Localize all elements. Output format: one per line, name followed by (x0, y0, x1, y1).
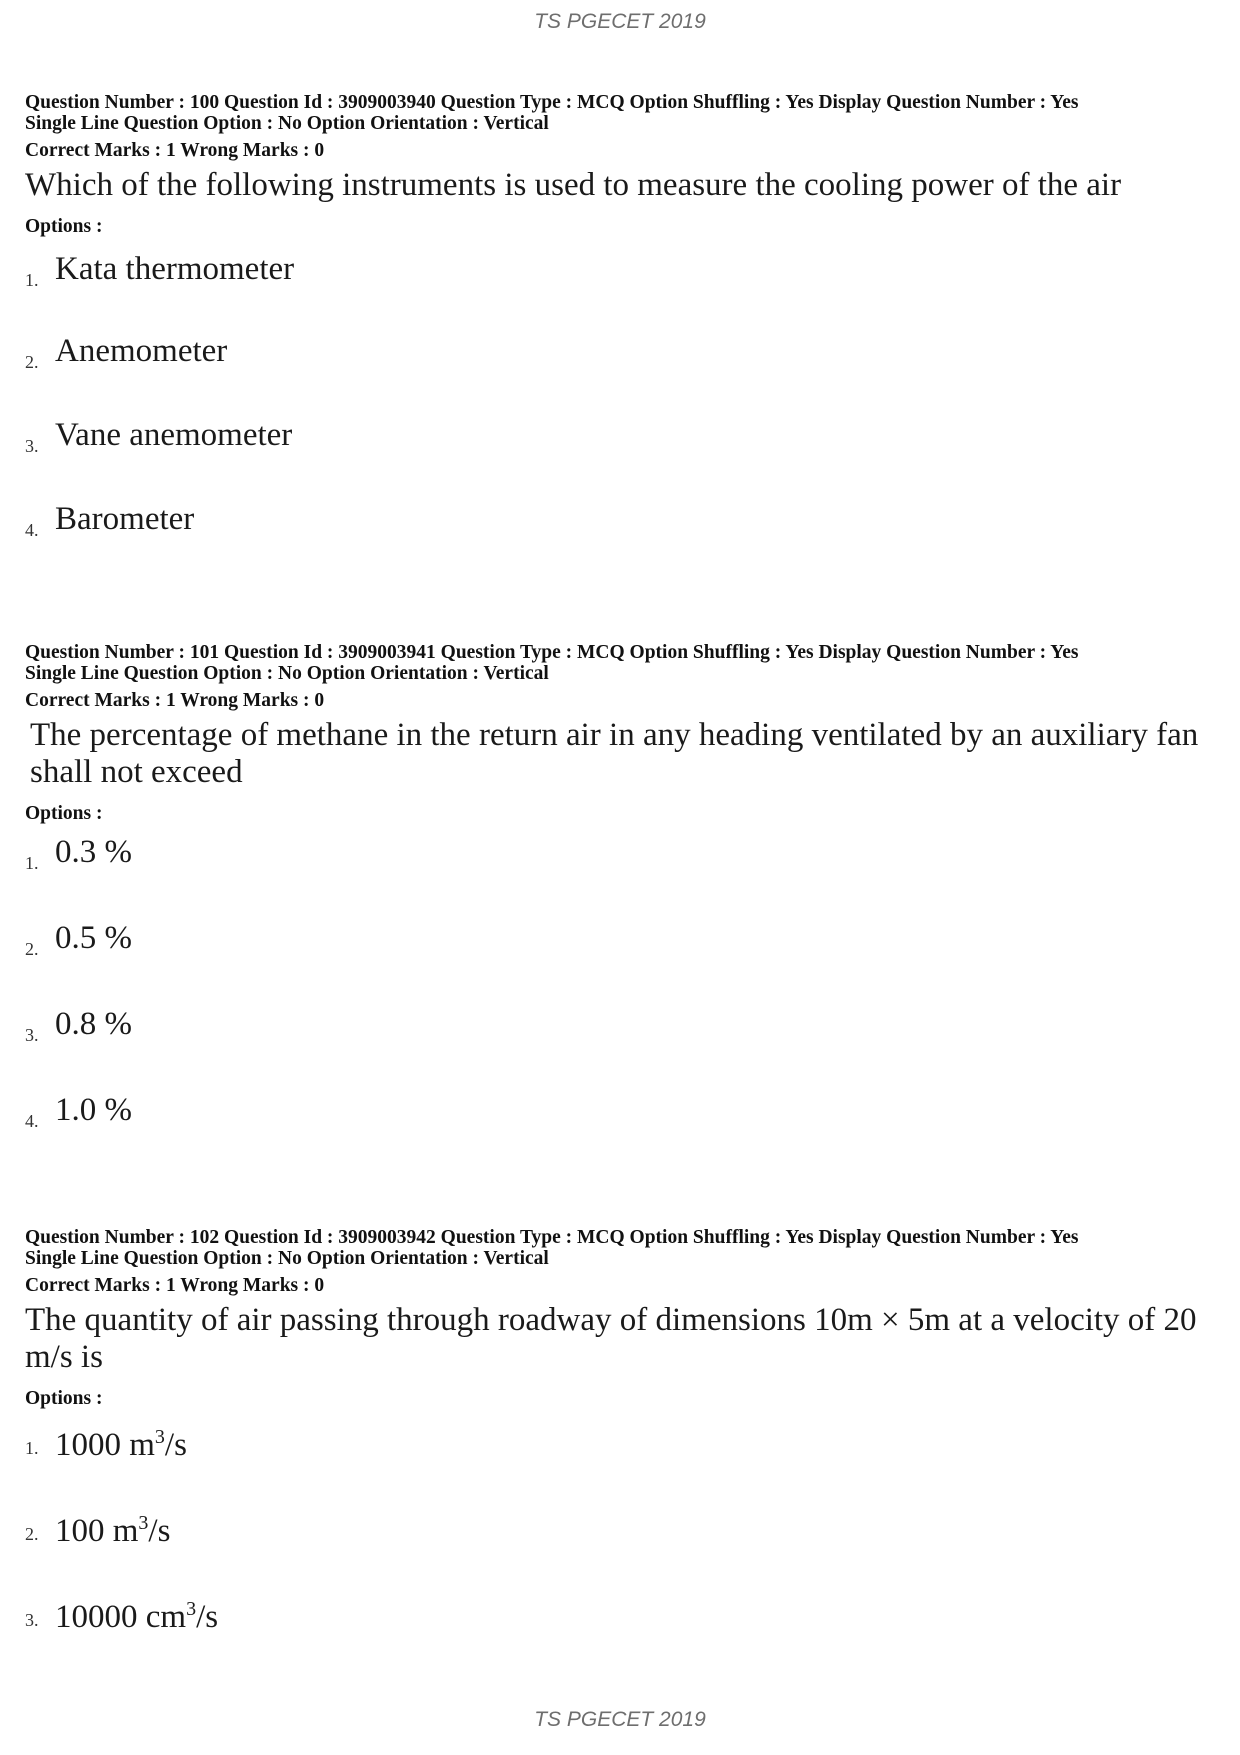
option-text-superscript: 3 (138, 1512, 149, 1534)
option-item[interactable] (25, 333, 1225, 373)
option-item[interactable] (25, 501, 1225, 541)
option-text-base: 10000 cm (55, 1599, 187, 1635)
option-number: 4. (25, 520, 39, 540)
option-number: 1. (25, 1438, 39, 1458)
option-item[interactable] (25, 920, 1225, 960)
option-text (55, 1505, 170, 1550)
option-number: 2. (25, 1524, 39, 1544)
option-text (55, 1591, 218, 1636)
option-item[interactable] (25, 1006, 1225, 1046)
option-item[interactable] (25, 1591, 1225, 1635)
option-text: Anemometer (55, 333, 228, 369)
option-number: 3. (25, 1610, 39, 1630)
option-text-superscript: 3 (154, 1426, 165, 1448)
option-item[interactable] (25, 1419, 1225, 1463)
options-list (25, 1419, 1225, 1635)
option-text-superscript: 3 (186, 1598, 197, 1620)
option-number: 2. (25, 939, 39, 959)
option-text-base: 1000 m (55, 1427, 155, 1463)
option-number: 2. (25, 352, 39, 372)
option-text: Vane anemometer (55, 417, 293, 453)
question-text: The quantity of air passing through roadway of dimensions 10m × 5m at a velocity of 20 m/s is (25, 1302, 1197, 1375)
options-list (25, 251, 1225, 541)
option-number: 4. (25, 1111, 39, 1131)
question-text: The percentage of methane in the return air in any heading ventilated by an auxiliary fan shall not exceed (30, 717, 1199, 790)
question-text: Which of the following instruments is used to measure the cooling power of the air (25, 167, 1122, 203)
option-text (55, 1419, 187, 1464)
question-meta-line: Question Number : 100 Question Id : 3909003940 Question Type : MCQ Option Shuffling : Yes Display Question Number : Yes (25, 92, 1079, 113)
question-meta-line-2: Single Line Question Option : No Option Orientation : Vertical (25, 113, 549, 134)
option-text: Barometer (55, 501, 195, 537)
option-text-suffix: /s (164, 1427, 187, 1463)
option-number: 3. (25, 436, 39, 456)
running-header: TS PGECET 2019 (534, 10, 706, 33)
option-text-suffix: /s (148, 1513, 171, 1549)
running-footer: TS PGECET 2019 (534, 1708, 706, 1731)
options-label: Options : (25, 1388, 103, 1409)
option-number: 1. (25, 270, 39, 290)
question-marks: Correct Marks : 1 Wrong Marks : 0 (25, 140, 325, 161)
option-item[interactable] (25, 251, 1225, 291)
question-block-101 (25, 642, 1225, 1132)
question-meta-line-2: Single Line Question Option : No Option Orientation : Vertical (25, 1248, 549, 1269)
question-block-100 (25, 92, 1225, 541)
question-marks: Correct Marks : 1 Wrong Marks : 0 (25, 1275, 325, 1296)
question-meta-line-2: Single Line Question Option : No Option Orientation : Vertical (25, 663, 549, 684)
option-item[interactable] (25, 1092, 1225, 1132)
option-text-suffix: /s (196, 1599, 219, 1635)
options-list (25, 834, 1225, 1132)
option-text: 0.8 % (55, 1006, 132, 1042)
option-text: Kata thermometer (55, 251, 295, 287)
option-text-base: 100 m (55, 1513, 139, 1549)
option-number: 1. (25, 853, 39, 873)
option-text: 0.3 % (55, 834, 132, 870)
options-label: Options : (25, 803, 103, 824)
question-meta-line: Question Number : 102 Question Id : 3909003942 Question Type : MCQ Option Shuffling : Yes Display Question Number : Yes (25, 1227, 1079, 1248)
question-marks: Correct Marks : 1 Wrong Marks : 0 (25, 690, 325, 711)
option-text: 1.0 % (55, 1092, 132, 1128)
option-text: 0.5 % (55, 920, 132, 956)
option-item[interactable] (25, 417, 1225, 457)
options-label: Options : (25, 216, 103, 237)
question-block-102 (25, 1227, 1225, 1635)
option-item[interactable] (25, 834, 1225, 874)
option-item[interactable] (25, 1505, 1225, 1549)
question-meta-line: Question Number : 101 Question Id : 3909003941 Question Type : MCQ Option Shuffling : Yes Display Question Number : Yes (25, 642, 1079, 663)
option-number: 3. (25, 1025, 39, 1045)
